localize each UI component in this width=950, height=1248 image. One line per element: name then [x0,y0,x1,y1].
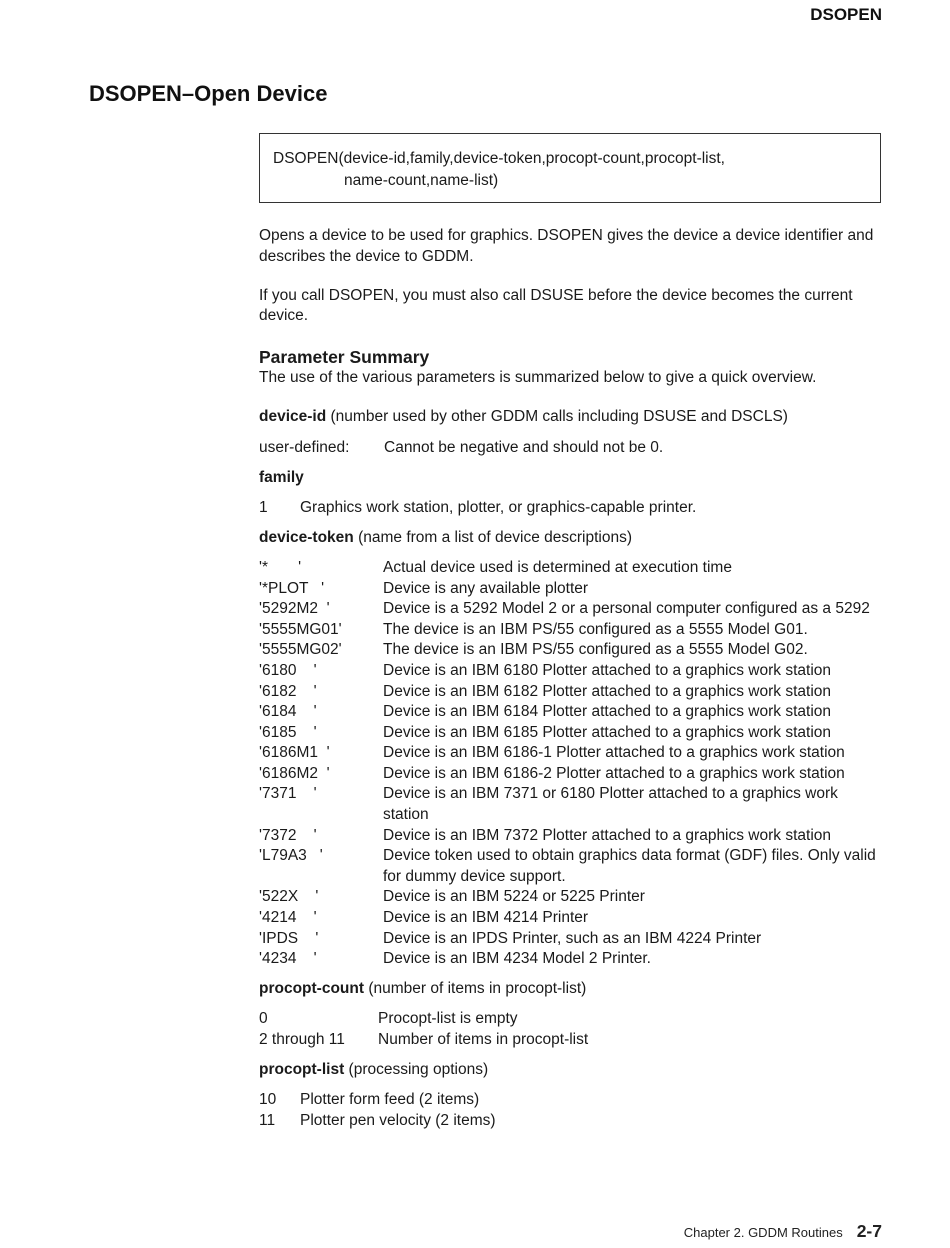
page-footer [684,1221,882,1242]
device-token-list [259,558,884,970]
table-row [259,929,884,950]
intro-paragraph-1: Opens a device to be used for graphics. DSOPEN gives the device a device identifier and describes the device to GDDM. [259,227,874,265]
table-row [259,661,884,682]
param-description: (number of items in procopt-list) [364,980,587,998]
param-description: (number used by other GDDM calls including DSUSE and DSCLS) [326,408,788,426]
param-key: 11 [259,1111,276,1129]
table-row [259,1030,884,1051]
token-key: '6185 ' [259,723,317,741]
token-key: '522X ' [259,888,319,906]
param-value: Procopt-list is empty [378,1010,518,1028]
param-name: procopt-count [259,980,365,998]
token-value: The device is an IBM PS/55 configured as a 5555 Model G01. [383,620,808,638]
syntax-line-1: DSOPEN(device-id,family,device-token,procopt-count,procopt-list, [273,150,725,167]
token-key: '7372 ' [259,826,317,844]
token-key: '* ' [259,558,302,576]
table-row [259,743,884,764]
table-row [259,1111,884,1132]
token-key: '6180 ' [259,661,317,679]
token-key: '*PLOT ' [259,579,325,597]
intro-paragraph-2: If you call DSOPEN, you must also call DSUSE before the device becomes the current device. [259,286,853,325]
table-row [259,764,884,785]
table-row [259,620,884,641]
token-value: Device is an IBM 6186-2 Plotter attached to a graphics work station [383,764,845,782]
table-row [259,1090,884,1111]
token-value: Device is an IBM 6184 Plotter attached to a graphics work station [383,703,832,721]
param-value: Cannot be negative and should not be 0. [384,438,664,456]
param-key: 0 [259,1010,268,1028]
token-value: Device is an IBM 6180 Plotter attached to a graphics work station [383,661,832,679]
token-value: Device is any available plotter [383,579,589,597]
param-name: device-token [259,528,354,546]
token-value: Actual device used is determined at execution time [383,558,732,576]
param-family-heading [259,468,884,489]
param-device-id-heading [259,407,884,428]
token-value: Device is a 5292 Model 2 or a personal computer configured as a 5292 [383,600,870,618]
param-row [259,438,884,459]
table-row [259,908,884,929]
token-key: '4234 ' [259,950,317,968]
param-row [259,498,884,519]
table-row [259,702,884,723]
table-row [259,558,884,579]
param-key: user-defined: [259,438,350,456]
token-key: '5555MG01' [259,620,342,638]
syntax-line-2: name-count,name-list) [344,172,499,189]
parameter-summary-heading: Parameter Summary [259,346,430,367]
token-key: '6184 ' [259,703,317,721]
token-value: The device is an IBM PS/55 configured as a 5555 Model G02. [383,641,808,659]
param-key: 1 [259,498,268,516]
param-description: (name from a list of device descriptions) [353,528,633,546]
param-value: Graphics work station, plotter, or graphics-capable printer. [300,498,697,516]
param-key: 10 [259,1091,277,1109]
syntax-box [259,133,881,203]
param-procopt-list-heading [259,1060,884,1081]
token-key: '5292M2 ' [259,600,330,618]
token-value: Device is an IBM 6186-1 Plotter attached to a graphics work station [383,744,845,762]
param-value: Plotter form feed (2 items) [300,1091,480,1109]
footer-chapter: Chapter 2. GDDM Routines [683,1225,843,1240]
table-row [259,887,884,908]
token-value: Device is an IBM 4234 Model 2 Printer. [383,950,651,968]
token-value: Device is an IPDS Printer, such as an IBM 4224 Printer [383,929,762,947]
table-row [259,949,884,970]
procopt-list-list [259,1090,884,1131]
table-row [259,826,884,847]
param-device-token-heading [259,528,884,549]
table-row [259,599,884,620]
param-description: (processing options) [344,1061,489,1079]
table-row [259,682,884,703]
param-procopt-count-heading [259,979,884,1000]
page-title: DSOPEN–Open Device [89,81,328,106]
param-value: Plotter pen velocity (2 items) [300,1111,496,1129]
token-key: '6186M2 ' [259,764,330,782]
token-value: Device is an IBM 7372 Plotter attached to a graphics work station [383,826,832,844]
token-key: '5555MG02' [259,641,342,659]
table-row [259,784,884,825]
param-name: family [259,468,304,486]
parameter-summary-text: The use of the various parameters is summarized below to give a quick overview. [259,368,817,386]
token-value: Device is an IBM 4214 Printer [383,909,589,927]
token-key: '7371 ' [259,785,317,803]
param-key: 2 through 11 [259,1031,345,1048]
token-key: '6182 ' [259,682,317,700]
procopt-count-list [259,1009,884,1050]
token-key: 'IPDS ' [259,929,319,947]
table-row [259,723,884,744]
param-value: Number of items in procopt-list [378,1031,589,1048]
token-key: '4214 ' [259,909,317,927]
token-value: Device is an IBM 6185 Plotter attached to a graphics work station [383,723,832,741]
param-name: procopt-list [259,1061,345,1079]
page-number: 2-7 [856,1221,882,1241]
table-row [259,846,884,887]
token-key: 'L79A3 ' [259,847,323,865]
content [259,226,884,1131]
table-row [259,640,884,661]
token-value: Device token used to obtain graphics data format (GDF) files. Only valid for dummy device support. [383,847,876,885]
running-header: DSOPEN [810,5,882,24]
param-name: device-id [259,408,327,426]
table-row [259,579,884,600]
token-value: Device is an IBM 7371 or 6180 Plotter attached to a graphics work station [383,785,838,824]
table-row [259,1009,884,1030]
token-key: '6186M1 ' [259,744,330,762]
token-value: Device is an IBM 5224 or 5225 Printer [383,888,645,906]
token-value: Device is an IBM 6182 Plotter attached to a graphics work station [383,682,832,700]
